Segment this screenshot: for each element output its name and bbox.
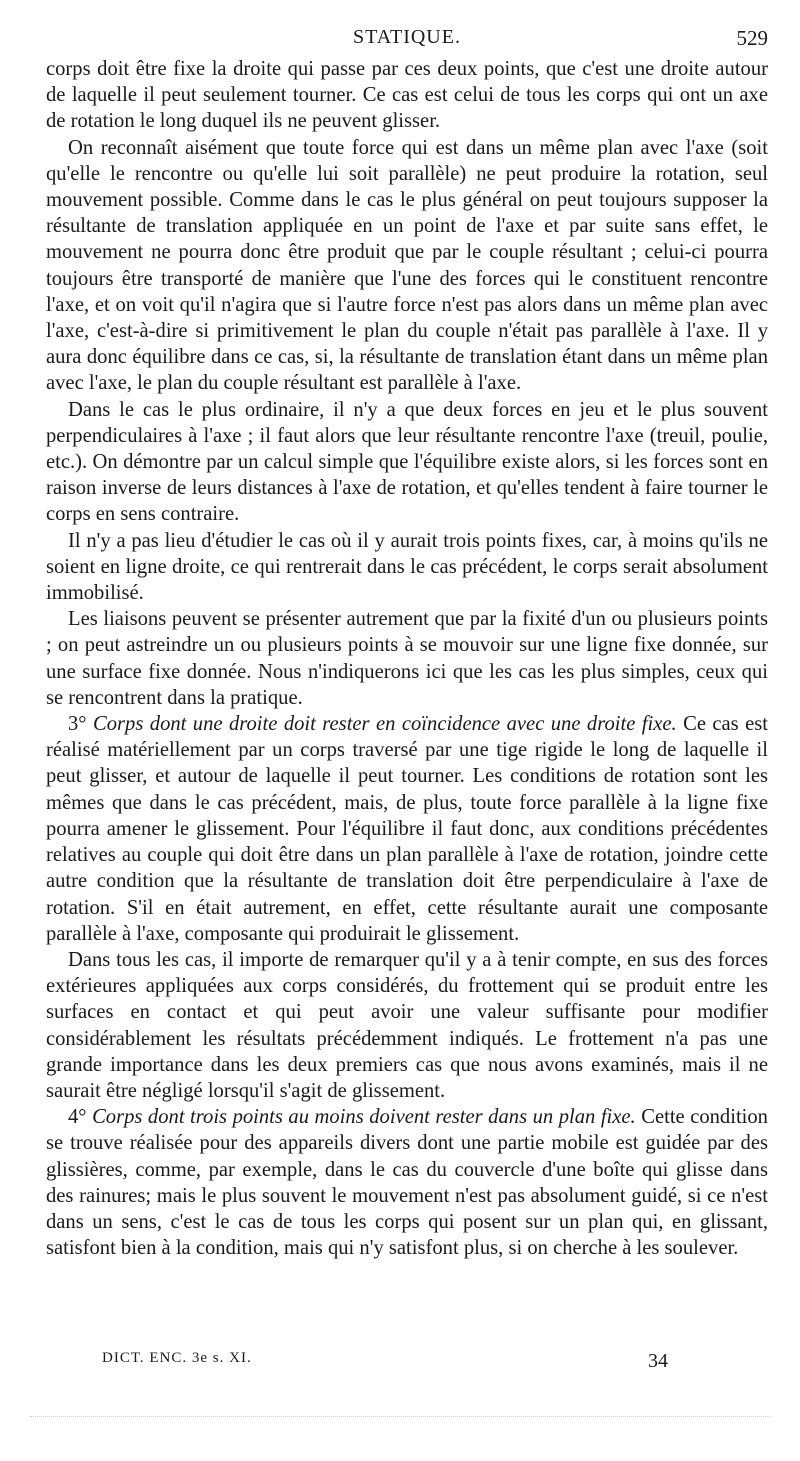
running-title: STATIQUE.: [353, 26, 461, 48]
paragraph: Les liaisons peuvent se présenter autrement que par la fixité d'un ou plusieurs points ; on peut astreindre un ou plusieurs points à se mouvoir sur une ligne fixe donnée, sur une surface fixe donnée. Nous n'indiquerons ici que les cas les plus simples, ceux qui se rencontrent dans la pratique.: [46, 608, 768, 709]
page-header: [46, 26, 768, 52]
paragraph: On reconnaît aisément que toute force qui est dans un même plan avec l'axe (soit qu'elle le rencontre ou qu'elle lui soit parallèle) ne peut produire la rotation, seul mouvement possible. Comme dans le cas le plus général on peut toujours supposer la résultante de translation appliquée en un point de l'axe et par suite sans effet, le mouvement ne pourra donc être produit que par le couple résultant ; celui-ci pourra toujours être transporté de manière que l'une des forces qui le constituent rencontre l'axe, et on voit qu'il n'agira que si l'autre force n'est pas alors dans un même plan avec l'axe, c'est-à-dire si primitivement le plan du couple n'était pas parallèle à l'axe. Il y aura donc équilibre dans ce cas, si, la résultante de translation étant dans un même plan avec l'axe, le plan du couple résultant est parallèle à l'axe.: [46, 136, 768, 395]
section-heading: Corps dont une droite doit rester en coïncidence avec une droite fixe.: [92, 713, 677, 736]
section-number: 3°: [68, 713, 87, 736]
sheet-number: 34: [648, 1350, 668, 1372]
section-number: 4°: [68, 1106, 87, 1129]
section-paragraph-4: [46, 1104, 768, 1261]
paragraph: Dans tous les cas, il importe de remarquer qu'il y a à tenir compte, en sus des forces extérieures appliquées aux corps considérés, du frottement qui se produit entre les surfaces en contact et qui peut avoir une valeur suffisante pour modifier considérablement les résultats précédemment indiqués. Le frottement n'a pas une grande importance dans les deux premiers cas que nous avons examinés, mais il ne saurait être négligé lorsqu'il s'agit de glissement.: [46, 948, 768, 1102]
paragraph: Dans le cas le plus ordinaire, il n'y a que deux forces en jeu et le plus souvent perpendiculaires à l'axe ; il faut alors que leur résultante rencontre l'axe (treuil, poulie, etc.). On démontre par un calcul simple que l'équilibre existe alors, si les forces sont en raison inverse de leurs distances à l'axe de rotation, et qu'elles tendent à faire tourner le corps en sens contraire.: [46, 398, 768, 526]
body-text: [46, 56, 768, 1261]
page-number: 529: [736, 26, 768, 50]
bottom-divider: [30, 1416, 770, 1419]
section-paragraph-3: [46, 711, 768, 947]
signature-mark: DICT. ENC. 3e s. XI.: [102, 1350, 252, 1366]
paragraph: Il n'y a pas lieu d'étudier le cas où il y aurait trois points fixes, car, à moins qu'ils ne soient en ligne droite, ce qui rentrerait dans le cas précédent, le corps serait absolument immobilisé.: [46, 529, 768, 605]
section-heading: Corps dont trois points au moins doivent rester dans un plan fixe.: [92, 1106, 636, 1129]
page-footer: [102, 1350, 702, 1374]
section-text: Ce cas est réalisé matériellement par un corps traversé par une tige rigide le long de laquelle il peut glisser, et autour de laquelle il peut tourner. Les conditions de rotation sont les mêmes que dans le cas précédent, mais, de plus, toute force parallèle à la ligne fixe pourra amener le glissement. Pour l'équilibre il faut donc, aux conditions précédentes relatives au couple qui doit être dans un plan parallèle à l'axe de rotation, joindre cette autre condition que la résultante de translation doit être perpendiculaire à l'axe de rotation. S'il en était autrement, en effet, cette résultante aurait une composante parallèle à l'axe, composante qui produirait le glissement.: [46, 713, 768, 945]
section-text: Cette condition se trouve réalisée pour des appareils divers dont une partie mobile est guidée par des glissières, comme, par exemple, dans le cas du couvercle d'une boîte qui glisse dans des rainures; mais le plus souvent le mouvement n'est pas absolument guidé, si ce n'est dans un sens, c'est le cas de tous les corps qui posent sur un plan qui, en glissant, satisfont bien à la condition, mais qui n'y satisfont plus, si on cherche à les soulever.: [46, 1106, 768, 1260]
paragraph-continuation: corps doit être fixe la droite qui passe par ces deux points, que c'est une droite autour de laquelle il peut seulement tourner. Ce cas est celui de tous les corps qui ont un axe de rotation le long duquel ils ne peuvent glisser.: [46, 58, 768, 133]
